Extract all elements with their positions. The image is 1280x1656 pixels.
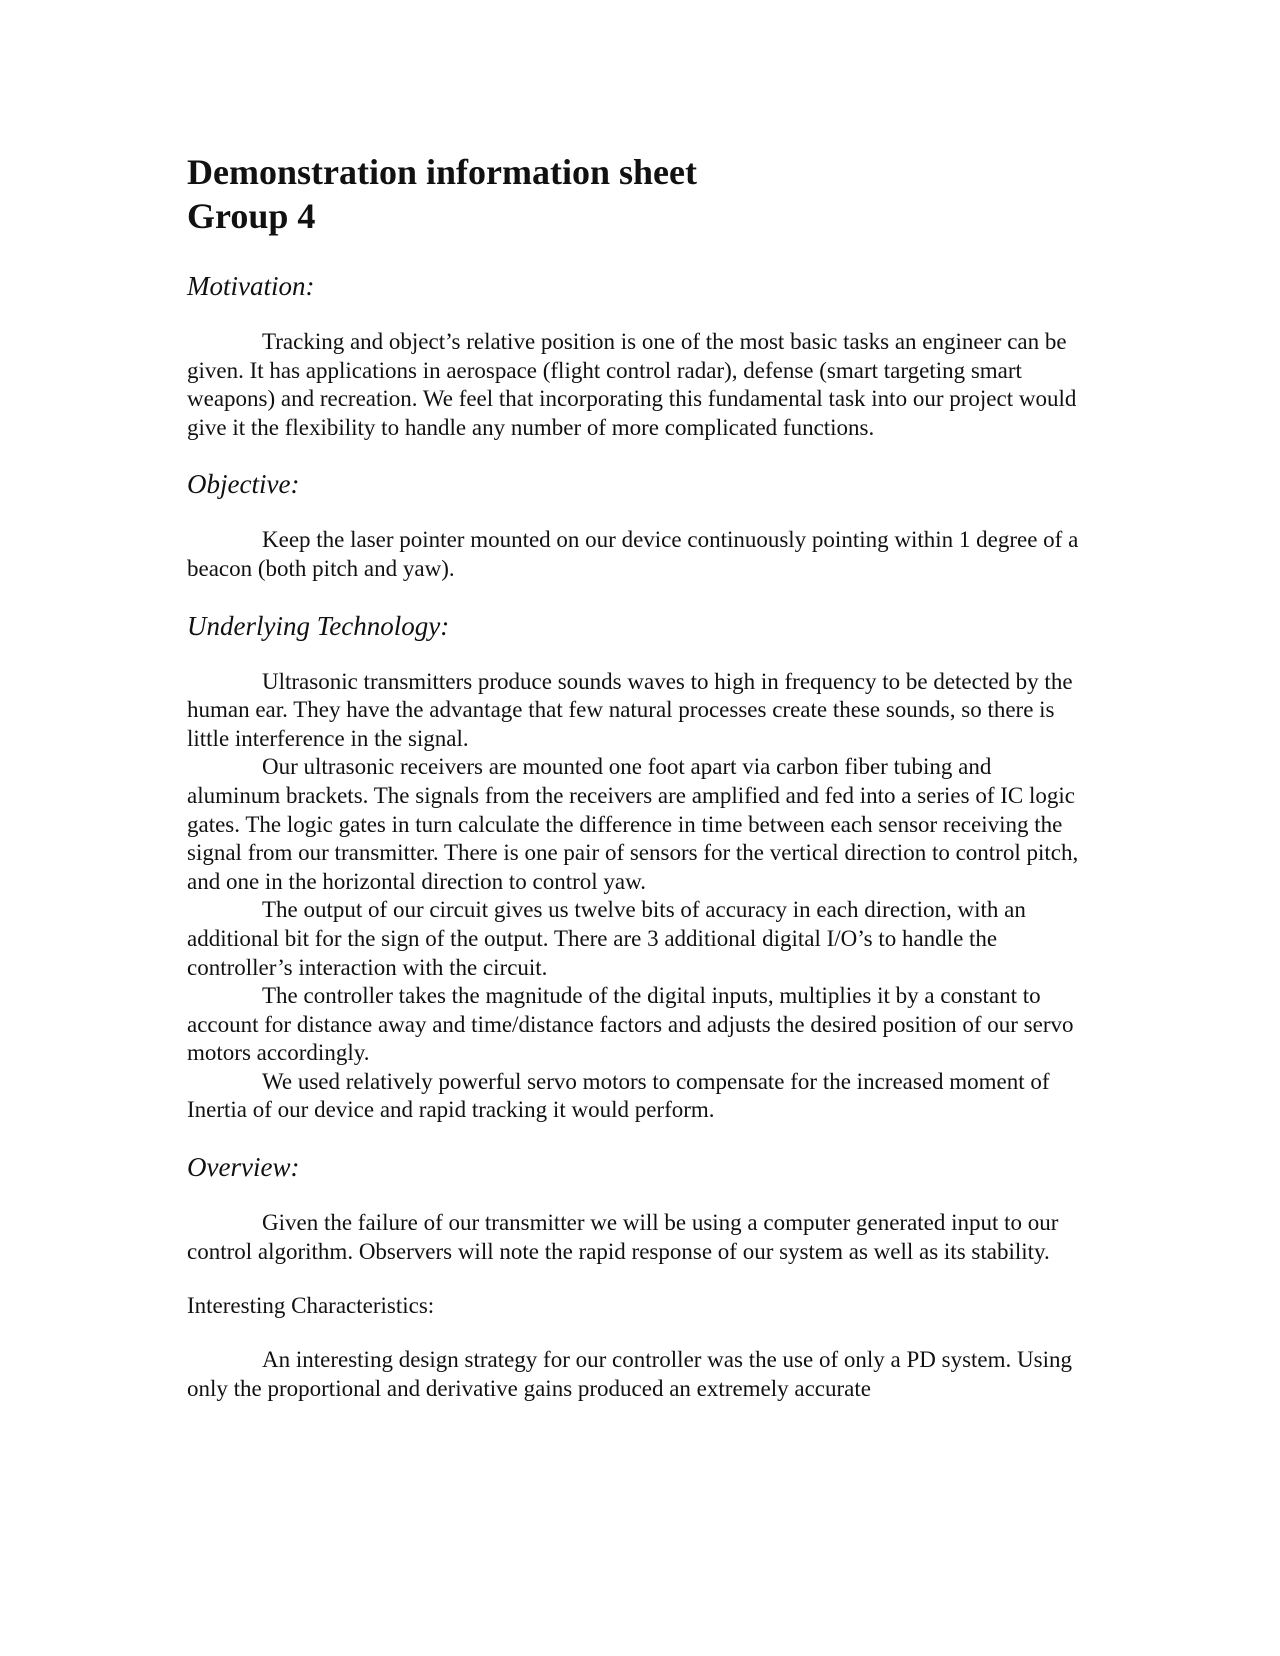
motivation-heading: Motivation: [187, 271, 315, 301]
overview-heading: Overview: [187, 1152, 300, 1183]
technology-paragraph-4: The controller takes the magnitude of the digital inputs, multiplies it by a constant to account for distance away and time/distance factors and adjusts the desired position of our servo motors accordingly. [187, 983, 1074, 1066]
objective-paragraph: Keep the laser pointer mounted on our device continuously pointing within 1 degree of a beacon (both pitch and yaw). [187, 527, 1079, 581]
technology-paragraph-2: Our ultrasonic receivers are mounted one foot apart via carbon fiber tubing and aluminum brackets. The signals from the receivers are amplified and fed into a series of IC logic gates. The logic gates in turn calculate the difference in time between each sensor receiving the signal from our transmitter. There is one pair of sensors for the vertical direction to control pitch, and one in the horizontal direction to control yaw. [187, 754, 1079, 894]
document-title [187, 150, 1087, 238]
characteristics-heading: Interesting Characteristics: [187, 1293, 435, 1319]
overview-paragraph: Given the failure of our transmitter we will be using a computer generated input to our control algorithm. Observers will note the rapid response of our system as well as its stability. [187, 1210, 1059, 1264]
technology-paragraph-5: We used relatively powerful servo motors to compensate for the increased moment of Inertia of our device and rapid tracking it would perform. [187, 1068, 1050, 1123]
technology-paragraph-1: Ultrasonic transmitters produce sounds waves to high in frequency to be detected by the human ear. They have the advantage that few natural processes create these sounds, so there is little interference in the signal. [187, 668, 1073, 751]
technology-paragraph-3: The output of our circuit gives us twelve bits of accuracy in each direction, with an additional bit for the sign of the output. There are 3 additional digital I/O’s to handle the controller’s interaction with the circuit. [187, 897, 1026, 980]
characteristics-paragraph: An interesting design strategy for our controller was the use of only a PD system. Using only the proportional and derivative gains produced an extremely accurate [187, 1347, 1072, 1401]
objective-heading: Objective: [187, 469, 300, 500]
title-line-2: Group 4 [187, 196, 316, 236]
document-page [187, 150, 1087, 1403]
technology-heading: Underlying Technology: [187, 610, 450, 641]
title-line-1: Demonstration information sheet [187, 152, 697, 192]
motivation-paragraph: Tracking and object’s relative position is one of the most basic tasks an engineer can be given. It has applications in aerospace (flight control radar), defense (smart targeting smart weapons) and recreation. We feel that incorporating this fundamental task into our project would give it the flexibility to handle any number of more complicated functions. [187, 329, 1077, 440]
